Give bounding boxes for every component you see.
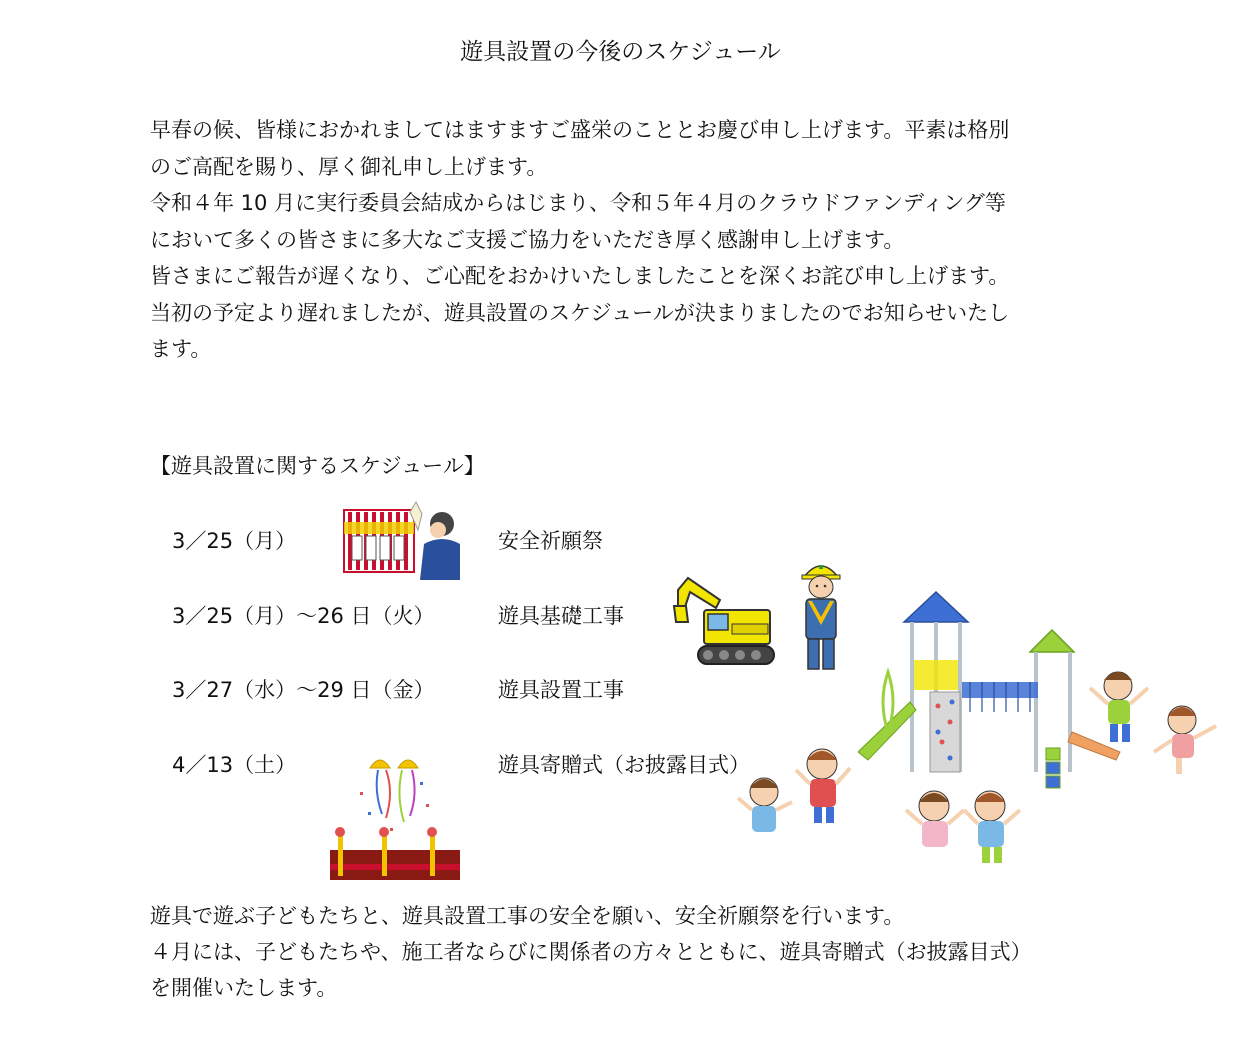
schedule-event: 遊具基礎工事 <box>498 604 624 628</box>
footer-line: を開催いたします。 <box>150 976 338 1000</box>
intro-line: ます。 <box>150 337 212 361</box>
schedule-date: 4／13（土） <box>172 753 297 777</box>
footer-paragraph <box>150 898 1110 1006</box>
schedule-heading: 【遊具設置に関するスケジュール】 <box>150 454 485 478</box>
kusudama-ribbon-illustration <box>330 752 460 884</box>
schedule-event: 遊具寄贈式（お披露目式） <box>498 753 750 777</box>
shinto-ceremony-illustration <box>342 500 462 580</box>
footer-line: ４月には、子どもたちや、施工者ならびに関係者の方々とともに、遊具寄贈式（お披露目式） <box>150 940 1032 964</box>
excavator-illustration <box>672 570 777 670</box>
intro-paragraph <box>150 112 1110 368</box>
intro-line: において多くの皆さまに多大なご支援ご協力をいただき厚く感謝申し上げます。 <box>150 227 905 252</box>
schedule-date: 3／25（月）～26 日（火） <box>172 604 435 628</box>
intro-line: 早春の候、皆様におかれましてはますますご盛栄のこととお慶び申し上げます。平素は格別 <box>150 118 1010 142</box>
intro-line: 当初の予定より遅れましたが、遊具設置のスケジュールが決まりましたのでお知らせいたし <box>150 300 1010 325</box>
intro-line: のご高配を賜り、厚く御礼申し上げます。 <box>150 154 548 179</box>
schedule-date: 3／25（月） <box>172 529 297 553</box>
construction-worker-illustration <box>798 555 844 673</box>
schedule-date: 3／27（水）～29 日（金） <box>172 678 435 702</box>
intro-line: 皆さまにご報告が遅くなり、ご心配をおかけいたしましたことを深くお詫び申し上げます。 <box>150 264 1010 288</box>
footer-line: 遊具で遊ぶ子どもたちと、遊具設置工事の安全を願い、安全祈願祭を行います。 <box>150 904 905 928</box>
schedule-event: 安全祈願祭 <box>498 529 603 553</box>
page-title: 遊具設置の今後のスケジュール <box>460 39 781 65</box>
children-jumping-illustration <box>734 660 1224 870</box>
schedule-event: 遊具設置工事 <box>498 678 624 702</box>
intro-line: 令和４年 10 月に実行委員会結成からはじまり、令和５年４月のクラウドファンディング等 <box>150 191 1006 215</box>
